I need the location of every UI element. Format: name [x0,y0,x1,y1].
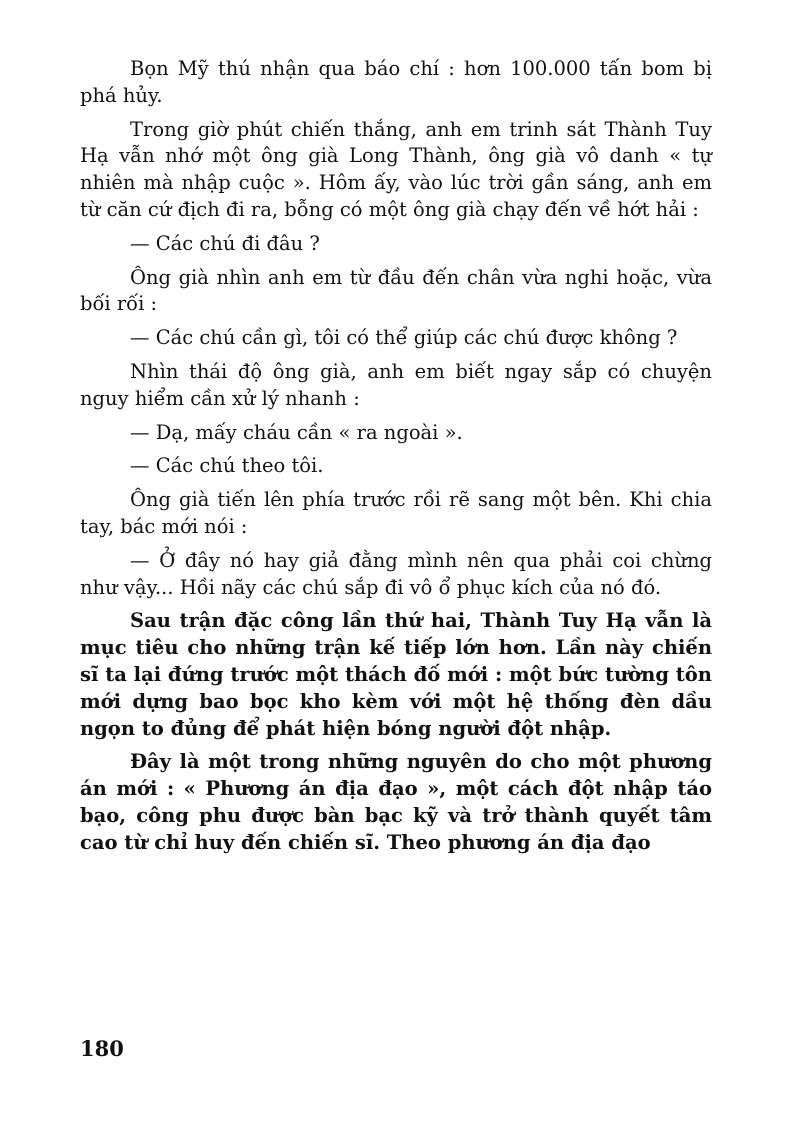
paragraph-2: Trong giờ phút chiến thắng, anh em trinh sát Thành Tuy Hạ vẫn nhớ một ông già Long Thành, ông già vô danh « tự nhiên mà nhập cuộc ». Hôm ấy, vào lúc trời gần sáng, anh em từ căn cứ địch đi ra, bỗng có một ông già chạy đến về hớt hải : [80,117,712,221]
paragraph-3: Ông già nhìn anh em từ đầu đến chân vừa nghi hoặc, vừa bối rối : [80,265,712,316]
paragraph-5: Ông già tiến lên phía trước rồi rẽ sang một bên. Khi chia tay, bác mới nói : [80,488,712,538]
page-number: 180 [80,1036,124,1061]
page-body [80,56,712,864]
paragraph-4: Nhìn thái độ ông già, anh em biết ngay sắp có chuyện nguy hiểm cần xử lý nhanh : [80,359,712,410]
dialogue-line-5: — Ở đây nó hay giả đằng mình nên qua phải coi chừng như vậy... Hồi nãy các chú sắp đi vô ổ phục kích của nó đó. [80,548,712,599]
dialogue-line-4: — Các chú theo tôi. [130,454,324,478]
dialogue-line-2: — Các chú cần gì, tôi có thể giúp các chú được không ? [130,326,678,350]
paragraph-6: Sau trận đặc công lần thứ hai, Thành Tuy Hạ vẫn là mục tiêu cho những trận kế tiếp lớn hơn. Lần này chiến sĩ ta lại đứng trước một thách đố mới : một bức tường tôn mới dựng bao bọc kho kèm với một hệ thống đèn dầu ngọn to đủng để phát hiện bóng người đột nhập. [80,609,712,740]
paragraph-1: Bọn Mỹ thú nhận qua báo chí : hơn 100.000 tấn bom bị phá hủy. [80,57,712,107]
dialogue-line-3: — Dạ, mấy cháu cần « ra ngoài ». [130,420,463,444]
paragraph-7: Đây là một trong những nguyên do cho một phương án mới : « Phương án địa đạo », một cách đột nhập táo bạo, công phu được bàn bạc kỹ và trở thành quyết tâm cao từ chỉ huy đến chiến sĩ. Theo phương án địa đạo [80,750,712,854]
dialogue-line-1: — Các chú đi đâu ? [130,231,320,255]
